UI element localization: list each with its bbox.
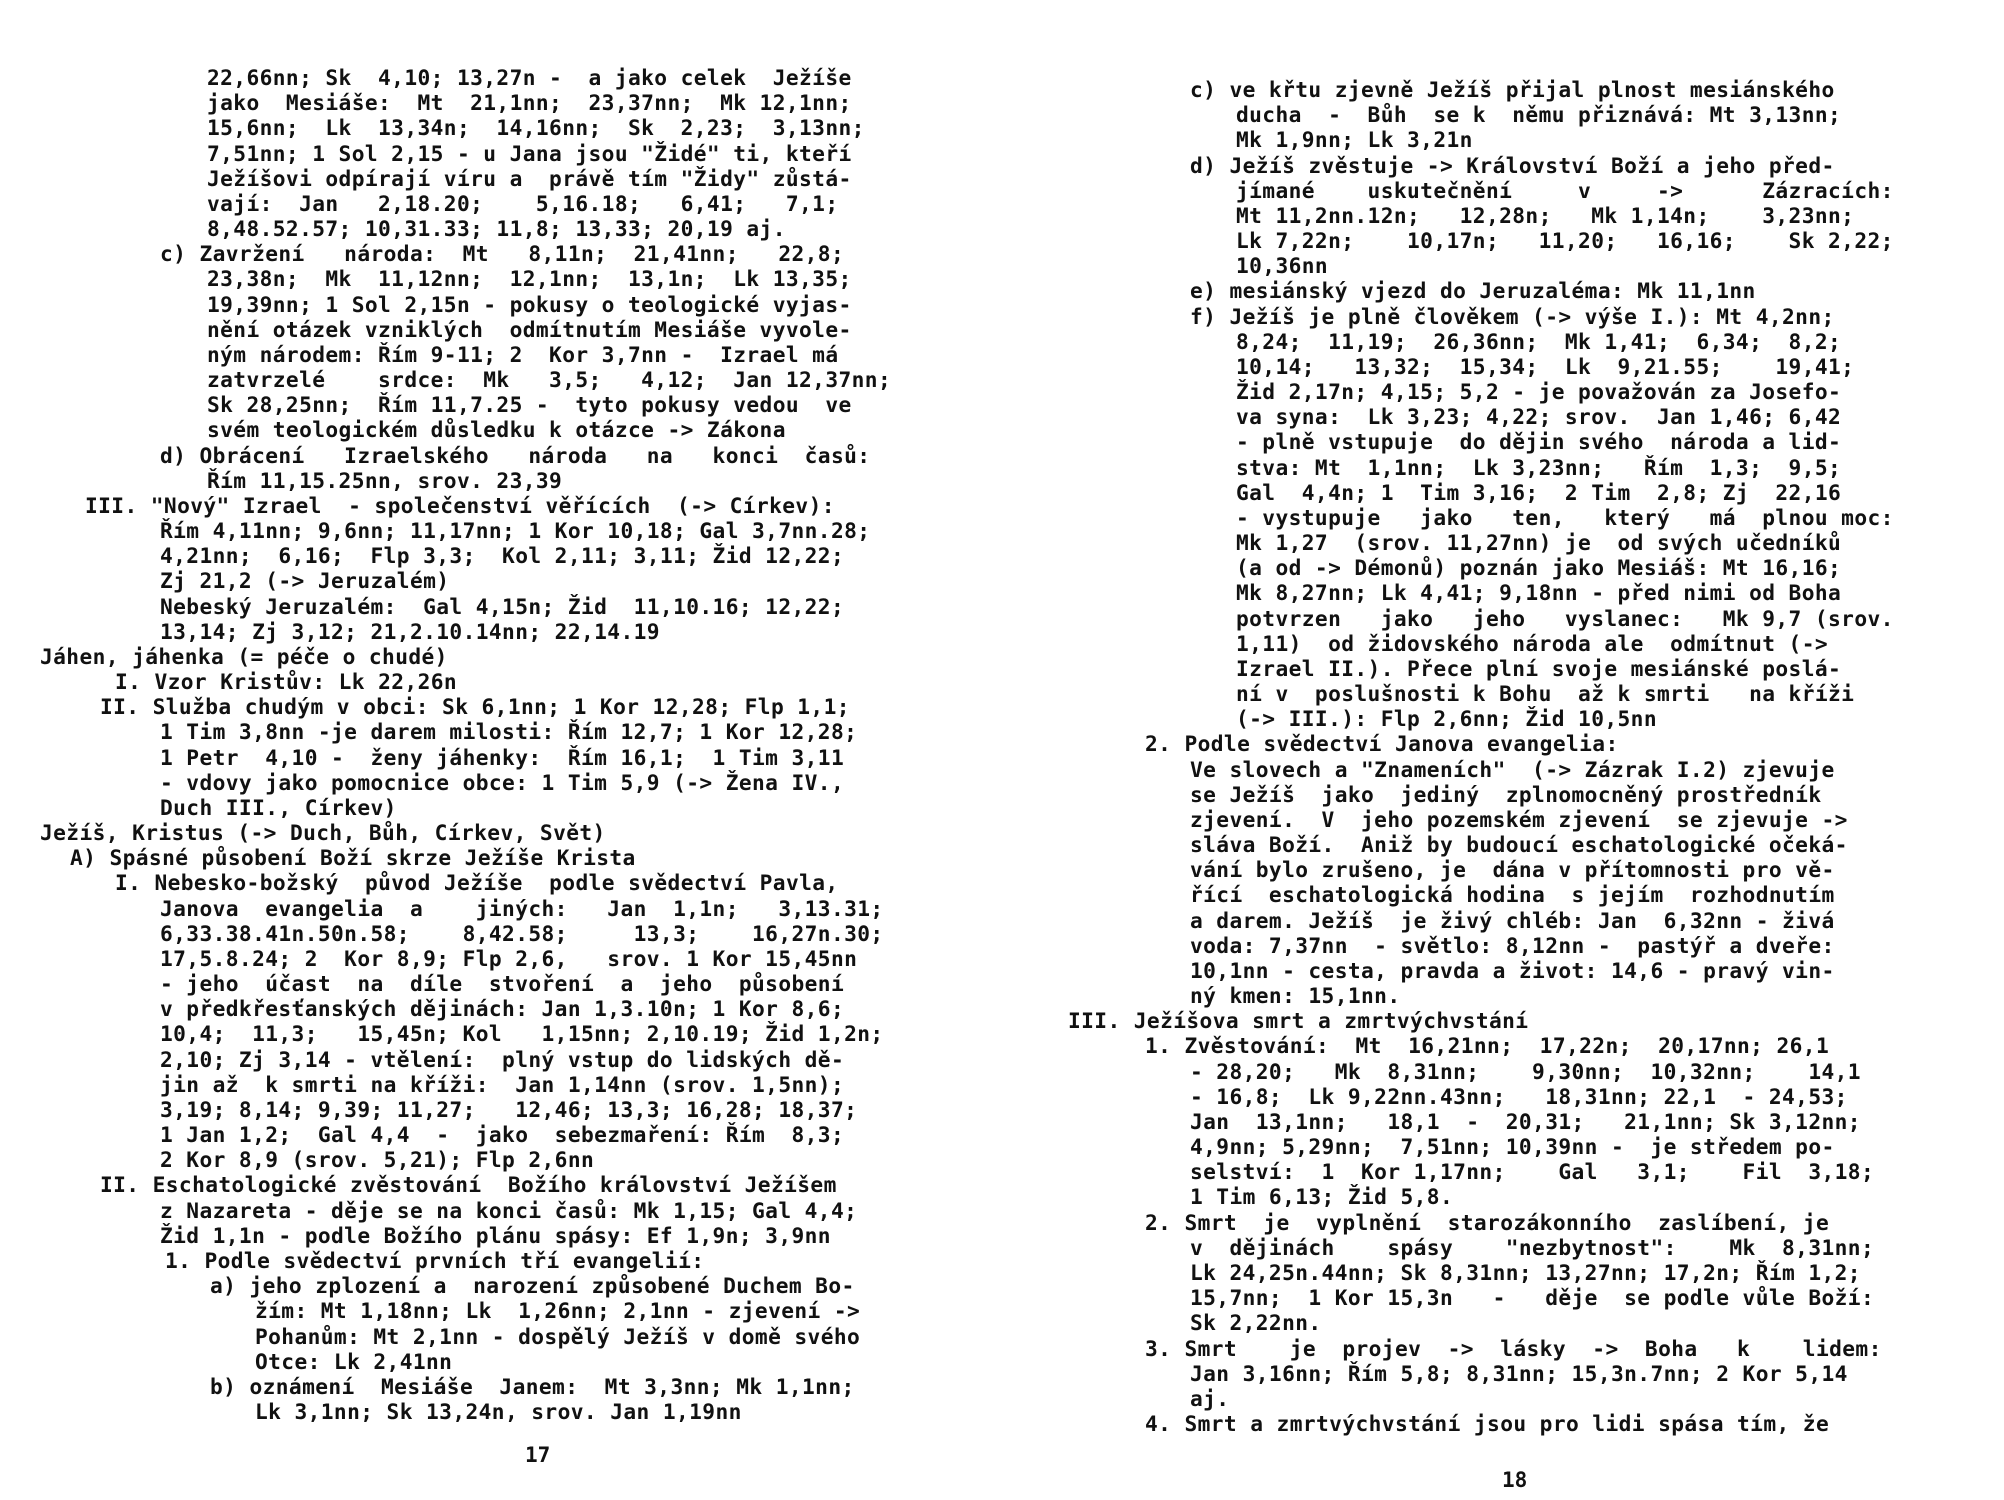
- right-text-line: Ve slovech a "Znameních" (-> Zázrak I.2) zjevuje: [1190, 756, 1835, 782]
- right-text-line: řící eschatologická hodina s jejím rozhodnutím: [1190, 882, 1835, 908]
- right-text-line: (a od -> Démonů) poznán jako Mesiáš: Mt 16,16;: [1236, 555, 1842, 581]
- left-text-line: ným národem: Řím 9-11; 2 Kor 3,7nn - Izrael má: [207, 341, 839, 367]
- right-page: [1002, 0, 2004, 1500]
- right-text-line: - vystupuje jako ten, který má plnou moc:: [1236, 504, 1894, 530]
- left-text-line: Zj 21,2 (-> Jeruzalém): [160, 568, 450, 594]
- right-text-line: 10,14; 13,32; 15,34; Lk 9,21.55; 19,41;: [1236, 353, 1855, 379]
- left-text-line: Nebeský Jeruzalém: Gal 4,15n; Žid 11,10.16; 12,22;: [160, 593, 845, 619]
- left-text-line: nění otázek vzniklých odmítnutím Mesiáše vyvole-: [207, 316, 852, 342]
- right-text-line: stva: Mt 1,1nn; Lk 3,23nn; Řím 1,3; 9,5;: [1236, 454, 1842, 480]
- right-text-line: III. Ježíšova smrt a zmrtvýchvstání: [1068, 1008, 1529, 1034]
- right-text-line: c) ve křtu zjevně Ježíš přijal plnost mesiánského: [1190, 77, 1835, 102]
- right-text-line: 1 Tim 6,13; Žid 5,8.: [1190, 1184, 1454, 1210]
- left-text-line: svém teologickém důsledku k otázce -> Zákona: [207, 417, 786, 443]
- right-text-line: ný kmen: 15,1nn.: [1190, 983, 1401, 1009]
- left-text-line: Ježíšovi odpírají víru a právě tím "Židy" zůstá-: [207, 165, 852, 191]
- page-number-left: 17: [525, 1443, 551, 1467]
- left-text-line: 13,14; Zj 3,12; 21,2.10.14nn; 22,14.19: [160, 618, 660, 644]
- left-text-line: 1 Petr 4,10 - ženy jáhenky: Řím 16,1; 1 Tim 3,11: [160, 744, 845, 770]
- left-text-line: jin až k smrti na kříži: Jan 1,14nn (srov. 1,5nn);: [160, 1071, 845, 1097]
- right-text-line: Jan 3,16nn; Řím 5,8; 8,31nn; 15,3n.7nn; 2 Kor 5,14: [1190, 1360, 1848, 1386]
- left-text-line: 23,38n; Mk 11,12nn; 12,1nn; 13,1n; Lk 13,35;: [207, 266, 852, 292]
- right-text-line: ní v poslušnosti k Bohu až k smrti na kříži: [1236, 681, 1855, 707]
- right-text-line: 4,9nn; 5,29nn; 7,51nn; 10,39nn - je středem po-: [1190, 1134, 1835, 1160]
- left-text-line: A) Spásné působení Boží skrze Ježíše Krista: [70, 845, 636, 871]
- right-text-line: a darem. Ježíš je živý chléb: Jan 6,32nn - živá: [1190, 907, 1835, 933]
- right-text-line: Sk 2,22nn.: [1190, 1310, 1322, 1336]
- left-text-line: Jáhen, jáhenka (= péče o chudé): [40, 643, 448, 669]
- left-text-line: z Nazareta - děje se na konci časů: Mk 1,15; Gal 4,4;: [160, 1197, 858, 1223]
- right-text-line: aj.: [1190, 1385, 1230, 1411]
- left-text-line: c) Zavržení národa: Mt 8,11n; 21,41nn; 22,8;: [160, 241, 845, 267]
- right-text-line: f) Ježíš je plně člověkem (-> výše I.): Mt 4,2nn;: [1190, 303, 1835, 329]
- right-text-line: 3. Smrt je projev -> lásky -> Boha k lidem:: [1145, 1335, 1882, 1361]
- right-text-line: - plně vstupuje do dějin svého národa a lid-: [1236, 429, 1842, 455]
- left-text-line: 2,10; Zj 3,14 - vtělení: plný vstup do lidských dě-: [160, 1046, 845, 1072]
- left-text-line: 7,51nn; 1 Sol 2,15 - u Jana jsou "Židé" ti, kteří: [207, 140, 852, 166]
- right-text-line: Mk 1,9nn; Lk 3,21n: [1236, 127, 1473, 153]
- left-text-line: II. Eschatologické zvěstování Božího království Ježíšem: [100, 1172, 837, 1198]
- right-text-line: 2. Podle svědectví Janova evangelia:: [1145, 731, 1619, 757]
- left-text-line: Žid 1,1n - podle Božího plánu spásy: Ef 1,9n; 3,9nn: [160, 1222, 831, 1248]
- left-text-line: III. "Nový" Izrael - společenství věřících (-> Církev):: [85, 492, 835, 518]
- right-text-line: Lk 7,22n; 10,17n; 11,20; 16,16; Sk 2,22;: [1236, 228, 1894, 254]
- right-text-line: 1. Zvěstování: Mt 16,21nn; 17,22n; 20,17nn; 26,1: [1145, 1033, 1830, 1059]
- right-text-line: 15,7nn; 1 Kor 15,3n - děje se podle vůle Boží:: [1190, 1285, 1875, 1311]
- left-text-line: a) jeho zplození a narození způsobené Duchem Bo-: [210, 1273, 855, 1299]
- left-text-line: 1. Podle svědectví prvních tří evangelií:: [165, 1247, 705, 1273]
- left-text-line: 22,66nn; Sk 4,10; 13,27n - a jako celek Ježíše: [207, 65, 852, 90]
- left-text-line: I. Nebesko-božský původ Ježíše podle svědectví Pavla,: [115, 870, 839, 896]
- left-text-line: Lk 3,1nn; Sk 13,24n, srov. Jan 1,19nn: [255, 1399, 742, 1424]
- left-text-line: Sk 28,25nn; Řím 11,7.25 - tyto pokusy vedou ve: [207, 392, 852, 418]
- left-text-line: jako Mesiáše: Mt 21,1nn; 23,37nn; Mk 12,1nn;: [207, 90, 852, 116]
- left-text-line: Otce: Lk 2,41nn: [255, 1348, 453, 1374]
- right-text-line: sláva Boží. Aniž by budoucí eschatologické očeká-: [1190, 832, 1848, 858]
- left-text-line: II. Služba chudým v obci: Sk 6,1nn; 1 Kor 12,28; Flp 1,1;: [100, 694, 850, 720]
- right-text-line: selství: 1 Kor 1,17nn; Gal 3,1; Fil 3,18;: [1190, 1159, 1875, 1185]
- left-text-line: b) oznámení Mesiáše Janem: Mt 3,3nn; Mk 1,1nn;: [210, 1373, 855, 1399]
- right-text-line: Jan 13,1nn; 18,1 - 20,31; 21,1nn; Sk 3,12nn;: [1190, 1108, 1861, 1134]
- right-text-line: e) mesiánský vjezd do Jeruzaléma: Mk 11,1nn: [1190, 278, 1756, 304]
- left-text-line: 8,48.52.57; 10,31.33; 11,8; 13,33; 20,19 aj.: [207, 216, 786, 242]
- left-text-line: 3,19; 8,14; 9,39; 11,27; 12,46; 13,3; 16,28; 18,37;: [160, 1096, 858, 1122]
- right-text-line: jímané uskutečnění v -> Zázracích:: [1236, 177, 1894, 203]
- right-text-line: voda: 7,37nn - světlo: 8,12nn - pastýř a dveře:: [1190, 932, 1835, 958]
- left-text-line: Duch III., Církev): [160, 794, 397, 820]
- left-text-line: vají: Jan 2,18.20; 5,16.18; 6,41; 7,1;: [207, 190, 839, 216]
- left-text-line: 6,33.38.41n.50n.58; 8,42.58; 13,3; 16,27n.30;: [160, 920, 884, 946]
- right-text-line: potvrzen jako jeho vyslanec: Mk 9,7 (srov.: [1236, 605, 1894, 631]
- left-text-line: Řím 4,11nn; 9,6nn; 11,17nn; 1 Kor 10,18; Gal 3,7nn.28;: [160, 518, 871, 544]
- left-text-line: - jeho účast na díle stvoření a jeho působení: [160, 971, 845, 997]
- right-text-line: zjevení. V jeho pozemském zjevení se zjevuje ->: [1190, 806, 1848, 832]
- left-text-line: Ježíš, Kristus (-> Duch, Bůh, Církev, Svět): [40, 820, 606, 846]
- left-text-line: žím: Mt 1,18nn; Lk 1,26nn; 2,1nn - zjevení ->: [255, 1298, 861, 1324]
- right-text-line: vání bylo zrušeno, je dána v přítomnosti pro vě-: [1190, 857, 1835, 883]
- right-text-line: Mt 11,2nn.12n; 12,28n; Mk 1,14n; 3,23nn;: [1236, 202, 1855, 228]
- right-text-line: Gal 4,4n; 1 Tim 3,16; 2 Tim 2,8; Zj 22,16: [1236, 479, 1842, 505]
- right-text-line: 10,36nn: [1236, 253, 1329, 279]
- left-text-line: Janova evangelia a jiných: Jan 1,1n; 3,13.31;: [160, 895, 884, 921]
- right-text-line: Lk 24,25n.44nn; Sk 8,31nn; 13,27nn; 17,2n; Řím 1,2;: [1190, 1259, 1861, 1285]
- right-text-line: - 28,20; Mk 8,31nn; 9,30nn; 10,32nn; 14,1: [1190, 1058, 1861, 1084]
- right-text-line: d) Ježíš zvěstuje -> Království Boží a jeho před-: [1190, 152, 1835, 178]
- right-text-line: Mk 8,27nn; Lk 4,41; 9,18nn - před nimi od Boha: [1236, 580, 1842, 606]
- right-text-line: va syna: Lk 3,23; 4,22; srov. Jan 1,46; 6,42: [1236, 404, 1842, 430]
- right-text-line: Mk 1,27 (srov. 11,27nn) je od svých učedníků: [1236, 530, 1842, 556]
- right-text-line: se Ježíš jako jediný zplnomocněný prostředník: [1190, 781, 1822, 807]
- right-text-line: 4. Smrt a zmrtvýchvstání jsou pro lidi spása tím, že: [1145, 1411, 1830, 1436]
- left-text-line: 10,4; 11,3; 15,45n; Kol 1,15nn; 2,10.19; Žid 1,2n;: [160, 1021, 884, 1047]
- left-text-line: d) Obrácení Izraelského národa na konci časů:: [160, 442, 871, 468]
- right-text-line: Izrael II.). Přece plní svoje mesiánské poslá-: [1236, 655, 1842, 681]
- right-text-line: v dějinách spásy "nezbytnost": Mk 8,31nn;: [1190, 1234, 1875, 1260]
- left-text-line: 19,39nn; 1 Sol 2,15n - pokusy o teologické vyjas-: [207, 291, 852, 317]
- left-text-line: 4,21nn; 6,16; Flp 3,3; Kol 2,11; 3,11; Žid 12,22;: [160, 543, 845, 569]
- right-text-line: 2. Smrt je vyplnění starozákonního zaslíbení, je: [1145, 1209, 1830, 1235]
- left-text-line: 1 Tim 3,8nn -je darem milosti: Řím 12,7; 1 Kor 12,28;: [160, 719, 858, 745]
- left-text-line: 17,5.8.24; 2 Kor 8,9; Flp 2,6, srov. 1 Kor 15,45nn: [160, 945, 858, 971]
- left-text-line: I. Vzor Kristův: Lk 22,26n: [115, 669, 458, 695]
- right-text-line: (-> III.): Flp 2,6nn; Žid 10,5nn: [1236, 706, 1657, 732]
- left-text-line: 1 Jan 1,2; Gal 4,4 - jako sebezmaření: Řím 8,3;: [160, 1122, 845, 1148]
- left-text-line: 2 Kor 8,9 (srov. 5,21); Flp 2,6nn: [160, 1147, 595, 1173]
- left-text-line: Řím 11,15.25nn, srov. 23,39: [207, 467, 563, 493]
- left-text-line: zatvrzelé srdce: Mk 3,5; 4,12; Jan 12,37nn;: [207, 367, 892, 393]
- left-text-line: v předkřesťanských dějinách: Jan 1,3.10n; 1 Kor 8,6;: [160, 996, 845, 1022]
- page-number-right: 18: [1502, 1468, 1528, 1492]
- right-text-line: - 16,8; Lk 9,22nn.43nn; 18,31nn; 22,1 - 24,53;: [1190, 1083, 1848, 1109]
- right-text-line: 10,1nn - cesta, pravda a život: 14,6 - pravý vin-: [1190, 957, 1835, 983]
- left-text-line: 15,6nn; Lk 13,34n; 14,16nn; Sk 2,23; 3,13nn;: [207, 115, 865, 141]
- right-text-line: 8,24; 11,19; 26,36nn; Mk 1,41; 6,34; 8,2;: [1236, 328, 1842, 354]
- right-text-line: ducha - Bůh se k němu přiznává: Mt 3,13nn;: [1236, 102, 1842, 128]
- right-text-line: Žid 2,17n; 4,15; 5,2 - je považován za Josefo-: [1236, 379, 1842, 405]
- right-text-line: 1,11) od židovského národa ale odmítnut (->: [1236, 630, 1829, 656]
- left-text-line: - vdovy jako pomocnice obce: 1 Tim 5,9 (-> Žena IV.,: [160, 769, 845, 795]
- left-text-line: Pohanům: Mt 2,1nn - dospělý Ježíš v domě svého: [255, 1323, 861, 1349]
